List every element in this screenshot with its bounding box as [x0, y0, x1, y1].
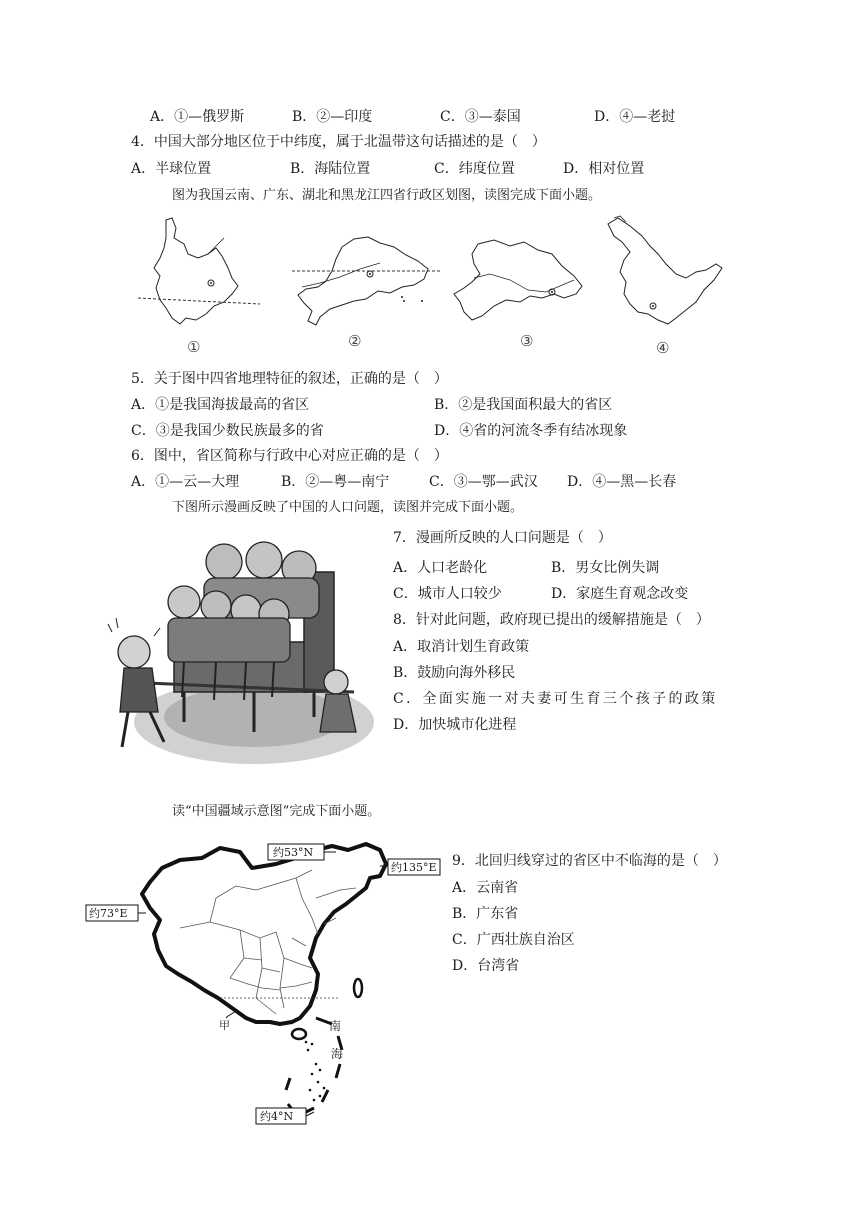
intro-map: 读“中国疆域示意图”完成下面小题。 — [172, 804, 381, 819]
province-guangdong-map — [290, 225, 450, 335]
q3-option-d[interactable]: D．④—老挝 — [594, 109, 676, 125]
q7-option-a[interactable]: A．人口老龄化 — [393, 560, 488, 576]
map-label-4n: 约4°N — [260, 1110, 294, 1123]
map-label-135e: 约135°E — [391, 861, 437, 874]
q6-stem: 6．图中，省区简称与行政中心对应正确的是（ ） — [131, 448, 448, 464]
intro-provinces: 图为我国云南、广东、湖北和黑龙江四省行政区划图，读图完成下面小题。 — [172, 188, 602, 203]
q3-option-c[interactable]: C．③—泰国 — [440, 109, 521, 125]
map-label-hai: 海 — [331, 1047, 344, 1061]
province-hubei-map — [450, 236, 590, 326]
q5-stem: 5．关于图中四省地理特征的叙述，正确的是（ ） — [131, 371, 448, 387]
map-label-73e: 约73°E — [89, 907, 128, 920]
q6-option-c[interactable]: C．③—鄂—武汉 — [429, 474, 538, 490]
map-label-nan: 南 — [329, 1019, 342, 1033]
map-label-jia: 甲 — [219, 1019, 230, 1032]
q9-stem: 9．北回归线穿过的省区中不临海的是（ ） — [452, 853, 727, 869]
q9-option-a[interactable]: A．云南省 — [452, 880, 519, 896]
q5-option-d[interactable]: D．④省的河流冬季有结冰现象 — [434, 423, 628, 439]
q3-option-b[interactable]: B．②—印度 — [292, 109, 373, 125]
province-yunnan-map — [136, 214, 266, 334]
q4-stem: 4．中国大部分地区位于中纬度，属于北温带这句话描述的是（ ） — [131, 134, 546, 150]
q4-option-a[interactable]: A．半球位置 — [131, 161, 212, 177]
province-label-3: ③ — [520, 332, 534, 350]
province-label-2: ② — [348, 332, 362, 350]
q5-option-c[interactable]: C．③是我国少数民族最多的省 — [131, 423, 324, 439]
q6-option-a[interactable]: A．①—云—大理 — [131, 474, 240, 490]
q9-option-c[interactable]: C．广西壮族自治区 — [452, 932, 575, 948]
q5-option-b[interactable]: B．②是我国面积最大的省区 — [434, 397, 613, 413]
q7-stem: 7．漫画所反映的人口问题是（ ） — [393, 530, 612, 546]
population-cartoon — [104, 532, 374, 772]
q9-option-b[interactable]: B．广东省 — [452, 906, 519, 922]
q8-stem: 8．针对此问题，政府现已提出的缓解措施是（ ） — [393, 612, 710, 628]
q4-option-b[interactable]: B．海陆位置 — [290, 161, 371, 177]
q5-option-a[interactable]: A．①是我国海拔最高的省区 — [131, 397, 310, 413]
q4-option-d[interactable]: D．相对位置 — [563, 161, 645, 177]
q7-option-b[interactable]: B．男女比例失调 — [551, 560, 660, 576]
q6-option-b[interactable]: B．②—粤—南宁 — [281, 474, 390, 490]
map-label-53n: 约53°N — [273, 846, 314, 859]
q3-option-a[interactable]: A．①—俄罗斯 — [150, 109, 245, 125]
q7-option-d[interactable]: D．家庭生育观念改变 — [551, 586, 689, 602]
q6-option-d[interactable]: D．④—黑—长春 — [567, 474, 677, 490]
q8-option-b[interactable]: B．鼓励向海外移民 — [393, 665, 516, 681]
intro-cartoon: 下图所示漫画反映了中国的人口问题，读图并完成下面小题。 — [172, 500, 524, 515]
q8-option-c[interactable]: C．全面实施一对夫妻可生育三个孩子的政策 — [393, 691, 718, 707]
q8-option-a[interactable]: A．取消计划生育政策 — [393, 639, 530, 655]
province-heilongjiang-map — [600, 214, 725, 334]
q9-option-d[interactable]: D．台湾省 — [452, 958, 520, 974]
china-territory-map — [80, 838, 450, 1128]
province-label-1: ① — [187, 338, 201, 356]
province-label-4: ④ — [656, 339, 670, 357]
q7-option-c[interactable]: C．城市人口较少 — [393, 586, 502, 602]
q8-option-d[interactable]: D．加快城市化进程 — [393, 717, 517, 733]
q4-option-c[interactable]: C．纬度位置 — [434, 161, 515, 177]
